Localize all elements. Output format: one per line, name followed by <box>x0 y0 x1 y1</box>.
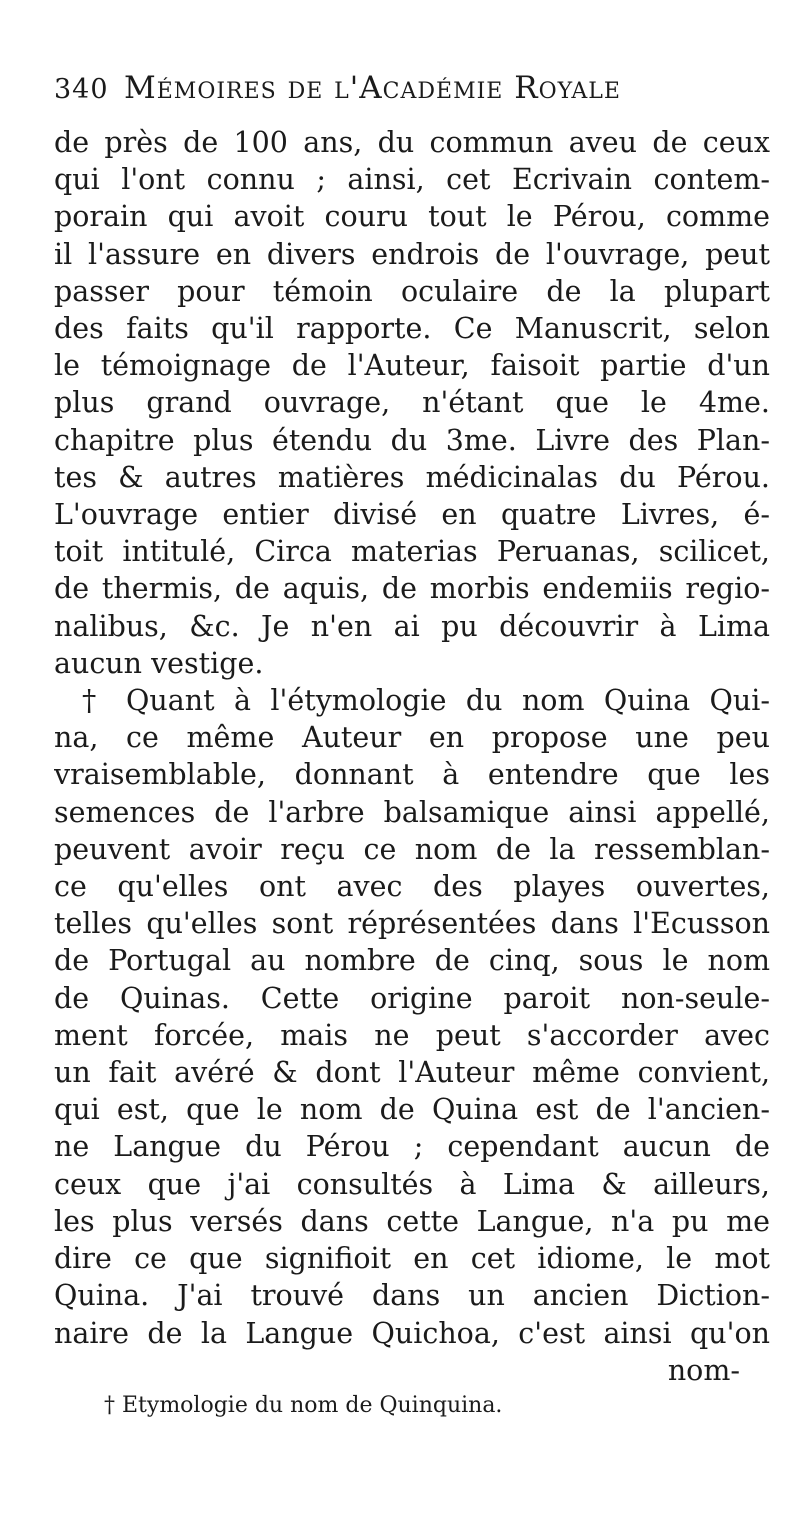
text-line: Quina. J'ai trouvé dans un ancien Diction- <box>54 1279 770 1313</box>
text-line: un fait avéré & dont l'Auteur même convient, <box>54 1056 770 1090</box>
text-line: de Quinas. Cette origine paroit non-seule- <box>54 981 770 1015</box>
text-line: de thermis, de aquis, de morbis endemiis regio- <box>54 572 770 606</box>
text-line: le témoignage de l'Auteur, faisoit partie d'un <box>54 349 770 383</box>
text-line: ment forcée, mais ne peut s'accorder avec <box>54 1018 770 1052</box>
text-line: porain qui avoit couru tout le Pérou, comme <box>54 200 770 234</box>
text-line: ceux que j'ai consultés à Lima & ailleurs, <box>54 1167 770 1201</box>
text-line: nalibus, &c. Je n'en ai pu découvrir à Lima <box>54 609 770 643</box>
body-text <box>54 124 770 1352</box>
text-line: de près de 100 ans, du commun aveu de ceux <box>54 126 770 159</box>
text-line: telles qu'elles sont réprésentées dans l'Ecusson <box>54 907 770 941</box>
text-line: toit intitulé, Circa materias Peruanas, scilicet, <box>54 535 770 569</box>
text-line: passer pour témoin oculaire de la plupart <box>54 274 770 308</box>
text-line: † Quant à l'étymologie du nom Quina Qui- <box>82 684 770 718</box>
footnote: † Etymologie du nom de Quinquina. <box>104 1392 503 1418</box>
text-line: naire de la Langue Quichoa, c'est ainsi qu'on <box>54 1316 770 1350</box>
running-head <box>54 70 770 124</box>
text-line: des faits qu'il rapporte. Ce Manuscrit, selon <box>54 312 770 346</box>
text-line: L'ouvrage entier divisé en quatre Livres, é- <box>54 498 770 532</box>
text-line: tes & autres matières médicinalas du Pérou. <box>54 460 770 494</box>
text-line: chapitre plus étendu du 3me. Livre des Plan- <box>54 423 770 457</box>
text-line: semences de l'arbre balsamique ainsi appellé, <box>54 795 770 829</box>
text-line: vraisemblable, donnant à entendre que les <box>54 758 770 792</box>
page-number: 340 <box>54 74 109 105</box>
text-line: les plus versés dans cette Langue, n'a pu me <box>54 1204 770 1238</box>
text-line: qui est, que le nom de Quina est de l'ancien- <box>54 1093 770 1127</box>
text-line: il l'assure en divers endrois de l'ouvrage, peut <box>54 237 770 271</box>
text-line: na, ce même Auteur en propose une peu <box>54 721 770 755</box>
text-line: de Portugal au nombre de cinq, sous le nom <box>54 944 770 978</box>
text-line: dire ce que signifioit en cet idiome, le mot <box>54 1242 770 1276</box>
text-line: peuvent avoir reçu ce nom de la ressemblan- <box>54 832 770 866</box>
text-line: plus grand ouvrage, n'étant que le 4me. <box>54 386 770 420</box>
text-line: qui l'ont connu ; ainsi, cet Ecrivain contem- <box>54 163 770 197</box>
text-line: ne Langue du Pérou ; cependant aucun de <box>54 1130 770 1164</box>
text-line: ce qu'elles ont avec des playes ouvertes, <box>54 870 770 904</box>
running-head-title: Mémoires de l'Académie Royale <box>124 70 621 106</box>
catchword: nom- <box>667 1353 740 1387</box>
text-line: aucun vestige. <box>54 646 264 680</box>
